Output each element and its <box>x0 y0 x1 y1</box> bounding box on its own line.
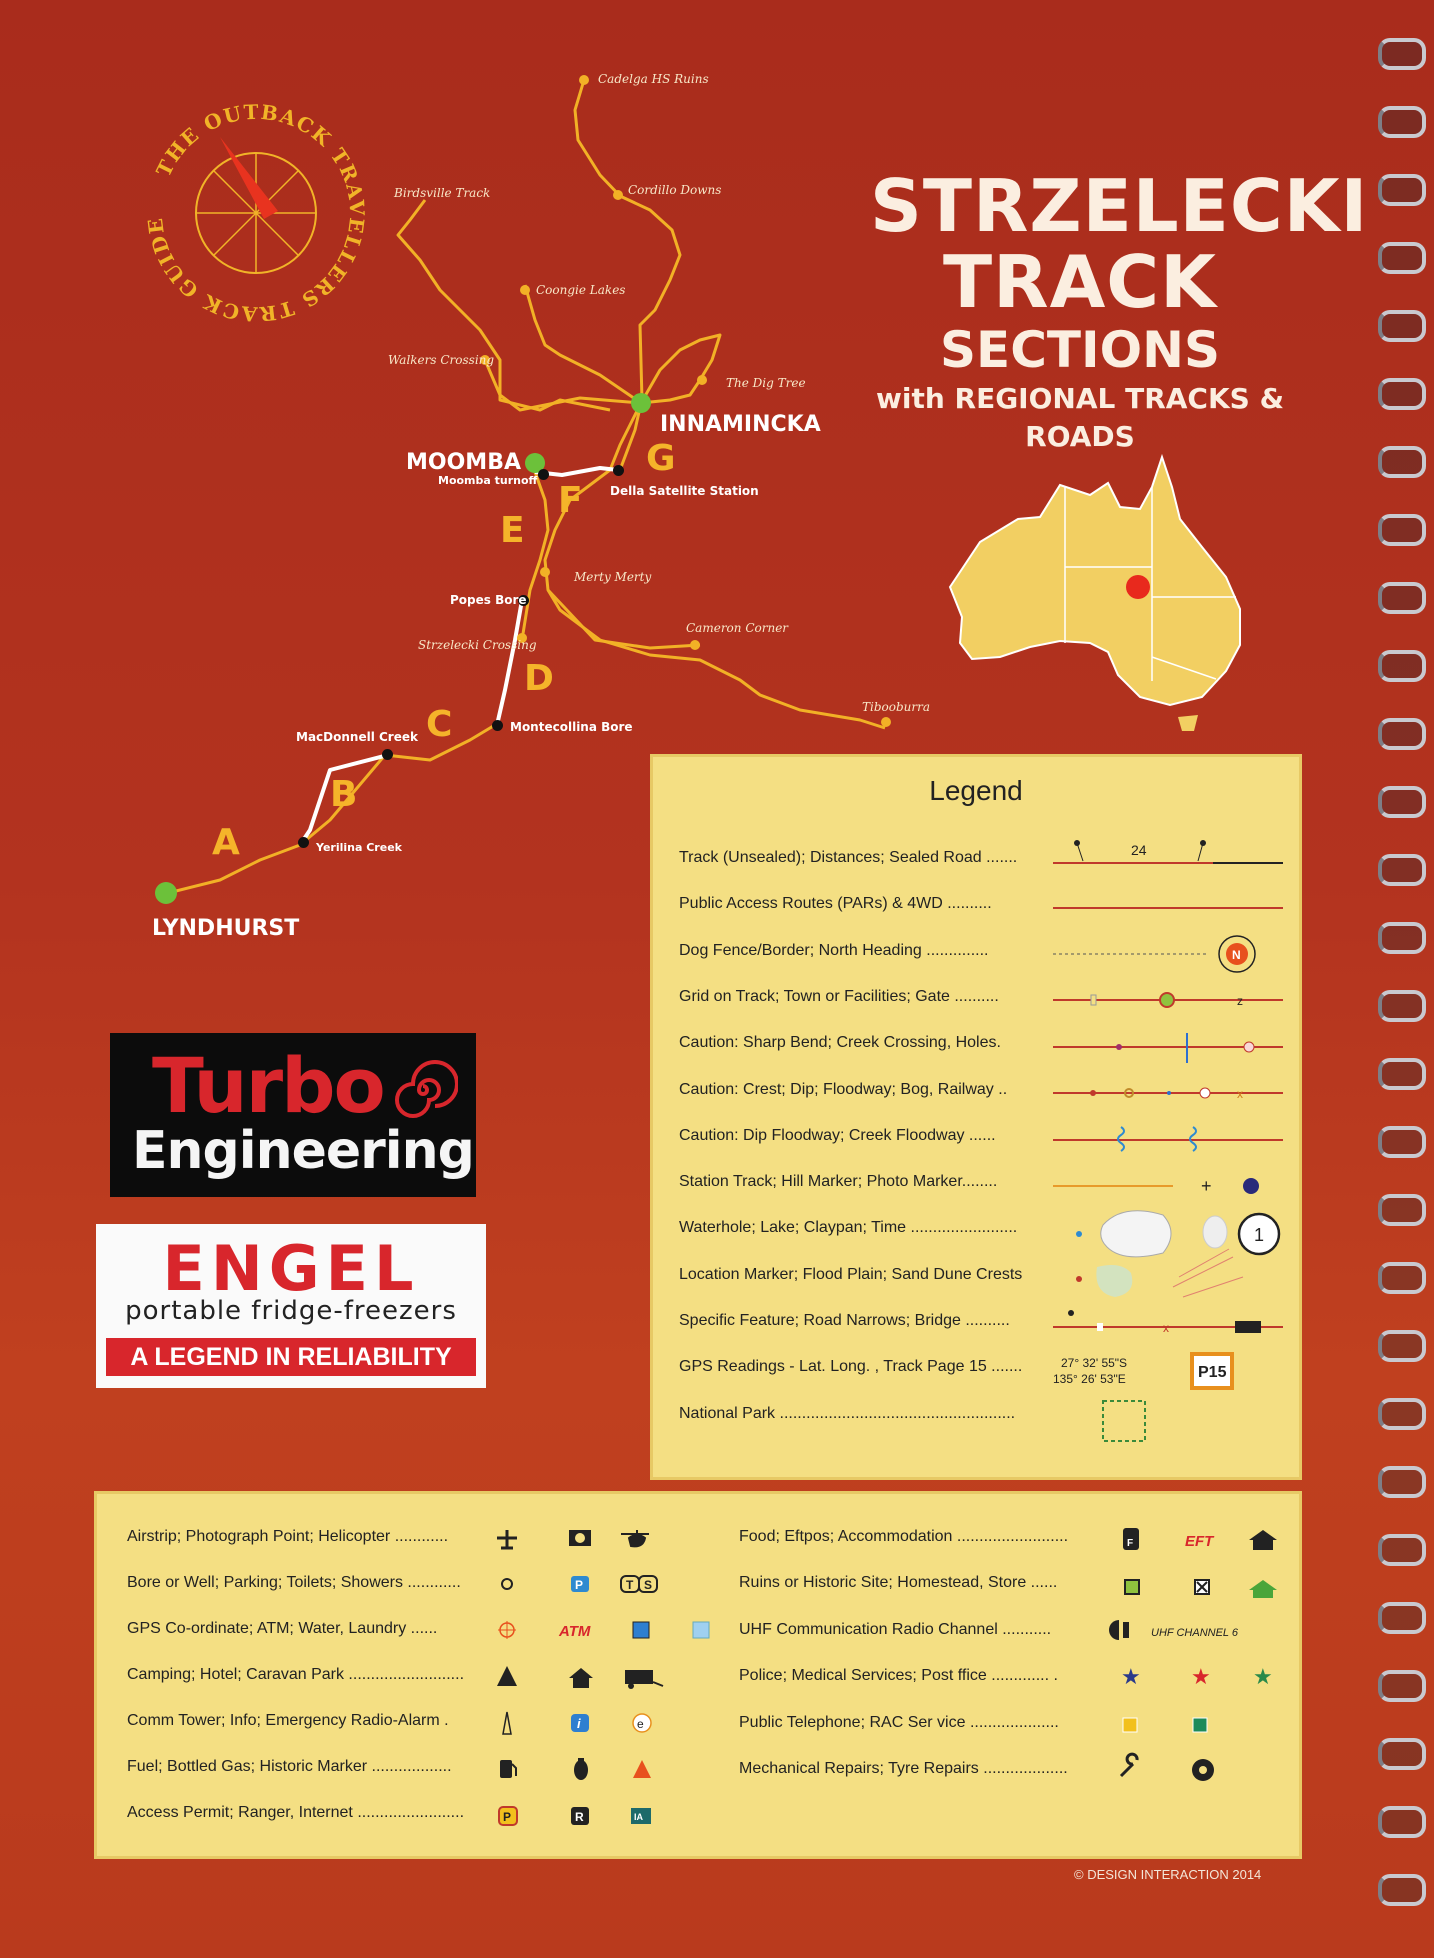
engineering-word: Engineering <box>132 1121 474 1181</box>
spiral-ring <box>1378 1398 1426 1430</box>
legend-clock-sample: 1 <box>1254 1225 1265 1245</box>
town-moomba: MOOMBA <box>406 450 521 475</box>
legend-row-label: Caution: Sharp Bend; Creek Crossing, Holes. <box>679 1034 1001 1052</box>
permit-icon-letter: P <box>503 1810 512 1824</box>
spot-montecollina: Montecollina Bore <box>510 720 633 734</box>
logo-text: THE OUTBACK TRAVELLERS TRACK GUIDE <box>142 99 370 327</box>
svg-text:x: x <box>1163 1321 1169 1335</box>
svg-text:★: ★ <box>1191 1664 1211 1689</box>
spiral-ring <box>1378 582 1426 614</box>
town-lyndhurst: LYNDHURST <box>152 916 300 941</box>
spot-dot-macdonnell <box>382 749 393 760</box>
legend-gps-long: 135° 26' 53"E <box>1053 1372 1126 1386</box>
section-f: F <box>558 480 583 521</box>
title-line-4: with REGIONAL TRACKS & ROADS <box>875 382 1285 453</box>
legend-row-label: Grid on Track; Town or Facilities; Gate .......... <box>679 987 999 1005</box>
place-merty: Merty Merty <box>574 570 652 584</box>
legend-row-label: Specific Feature; Road Narrows; Bridge .......... <box>679 1312 1010 1329</box>
internet-icon-letter: IA <box>634 1812 643 1822</box>
toilets-icon-letter: T <box>626 1578 634 1592</box>
title-line-2: TRACK <box>943 240 1217 324</box>
engel-brand: ENGEL <box>162 1232 420 1305</box>
turbo-swirl-icon <box>388 1055 458 1125</box>
facilities-panel <box>94 1491 1302 1859</box>
track-innamincka-south <box>545 403 885 728</box>
info-icon-letter: i <box>577 1716 581 1731</box>
svg-text:x: x <box>1237 1087 1243 1101</box>
legend-row-label: Location Marker; Flood Plain; Sand Dune Crests <box>679 1265 1023 1283</box>
place-strzelecki: Strzelecki Crossing <box>418 638 537 652</box>
facility-row-left: Airstrip; Photograph Point; Helicopter ............ <box>127 1528 449 1545</box>
facility-row-left: Access Permit; Ranger, Internet ........................ <box>127 1804 465 1821</box>
turbo-word: Turbo <box>152 1041 384 1130</box>
legend-heading: Legend <box>929 775 1023 806</box>
legend-row-label: Track (Unsealed); Distances; Sealed Road ....... <box>679 849 1018 866</box>
town-innamincka: INNAMINCKA <box>660 412 821 437</box>
svg-text:+: + <box>1201 1176 1212 1196</box>
spiral-ring <box>1378 1874 1426 1906</box>
place-dot-coongie <box>520 285 530 295</box>
spiral-ring <box>1378 1466 1426 1498</box>
place-walkers: Walkers Crossing <box>388 353 495 367</box>
spiral-ring <box>1378 106 1426 138</box>
title-line-1: STRZELECKI <box>870 164 1369 248</box>
place-cameron: Cameron Corner <box>686 621 789 635</box>
place-coongie: Coongie Lakes <box>536 283 626 297</box>
track-walkers <box>485 360 641 410</box>
facility-row-left: Bore or Well; Parking; Toilets; Showers ............ <box>127 1574 461 1591</box>
place-dot-cameron <box>690 640 700 650</box>
spiral-ring <box>1378 1126 1426 1158</box>
spot-popes-bore: Popes Bore <box>450 593 527 607</box>
track-section-ef <box>522 472 548 640</box>
spot-moomba-turnoff: Moomba turnoff <box>438 474 538 487</box>
parking-icon-letter: P <box>575 1578 584 1592</box>
engel-tagline: portable fridge-freezers <box>125 1296 457 1326</box>
legend-row-label: National Park ..................................................... <box>679 1404 1016 1422</box>
spiral-ring <box>1378 786 1426 818</box>
facility-row-right: Food; Eftpos; Accommodation ......................... <box>739 1528 1069 1545</box>
section-b: B <box>330 774 358 815</box>
section-a: A <box>212 822 240 863</box>
spiral-ring <box>1378 1058 1426 1090</box>
facility-row-left: Comm Tower; Info; Emergency Radio-Alarm . <box>127 1712 449 1729</box>
place-dot-digtree <box>697 375 707 385</box>
section-c: C <box>426 704 453 745</box>
place-tibooburra: Tibooburra <box>862 700 931 714</box>
spiral-ring <box>1378 1670 1426 1702</box>
track-digtree <box>641 335 720 403</box>
atm-icon-label: ATM <box>559 1623 591 1640</box>
spiral-ring <box>1378 174 1426 206</box>
spiral-ring <box>1378 922 1426 954</box>
track-coongie <box>525 285 641 403</box>
legend-distance-sample: 24 <box>1131 842 1147 858</box>
facility-row-right: UHF Communication Radio Channel ........... <box>739 1620 1052 1638</box>
ranger-icon-letter: R <box>575 1810 584 1824</box>
section-g: G <box>646 438 676 479</box>
spiral-ring <box>1378 1194 1426 1226</box>
legend-row-label: Caution: Crest; Dip; Floodway; Bog, Railway .. <box>679 1080 1008 1098</box>
legend-row-label: Station Track; Hill Marker; Photo Marker........ <box>679 1173 998 1191</box>
legend-row-label: Waterhole; Lake; Claypan; Time ........................ <box>679 1219 1018 1237</box>
food-icon-letter: F <box>1127 1538 1134 1549</box>
facility-row-left: GPS Co-ordinate; ATM; Water, Laundry ...... <box>127 1620 438 1637</box>
town-dot-innamincka <box>631 393 651 413</box>
legend-row-label: GPS Readings - Lat. Long. , Track Page 15 ....... <box>679 1358 1023 1376</box>
spot-macdonnell: MacDonnell Creek <box>296 730 418 744</box>
spiral-ring <box>1378 1806 1426 1838</box>
location-marker <box>1126 575 1150 599</box>
spiral-ring <box>1378 650 1426 682</box>
spot-yerilina: Yerilina Creek <box>316 841 402 854</box>
section-e: E <box>500 510 525 551</box>
spiral-ring <box>1378 1330 1426 1362</box>
place-dot-merty <box>540 567 550 577</box>
showers-icon-letter: S <box>644 1578 653 1592</box>
place-dot-cordillo <box>613 190 623 200</box>
title-line-3: SECTIONS <box>940 321 1220 379</box>
emergency-icon-letter: e <box>637 1717 644 1731</box>
spiral-ring <box>1378 718 1426 750</box>
spot-della: Della Satellite Station <box>610 484 759 498</box>
facility-row-left: Camping; Hotel; Caravan Park .......................... <box>127 1666 465 1683</box>
facility-row-left: Fuel; Bottled Gas; Historic Marker .................. <box>127 1758 452 1775</box>
facility-row-right: Mechanical Repairs; Tyre Repairs ................... <box>739 1760 1068 1777</box>
copyright: © DESIGN INTERACTION 2014 <box>1074 1867 1262 1882</box>
legend-symbols <box>653 757 1305 1483</box>
spot-dot-della <box>613 465 624 476</box>
place-digtree: The Dig Tree <box>726 376 806 390</box>
legend-panel <box>650 754 1302 1480</box>
spiral-ring <box>1378 854 1426 886</box>
spiral-ring <box>1378 514 1426 546</box>
turbo-engineering-ad <box>110 1033 476 1197</box>
place-cordillo: Cordillo Downs <box>628 183 722 197</box>
spiral-ring <box>1378 1602 1426 1634</box>
legend-north-letter: N <box>1232 948 1241 962</box>
place-dot-cadelga <box>579 75 589 85</box>
page-title <box>870 164 1369 456</box>
spot-dot-montecollina <box>492 720 503 731</box>
section-d: D <box>524 658 554 699</box>
place-cadelga: Cadelga HS Ruins <box>598 72 709 86</box>
track-birdsville <box>398 200 610 410</box>
svg-text:z: z <box>1237 994 1243 1008</box>
town-dot-lyndhurst <box>155 882 177 904</box>
spiral-binding <box>1372 0 1434 1958</box>
legend-row-label: Dog Fence/Border; North Heading .............. <box>679 941 989 959</box>
facility-row-right: Public Telephone; RAC Ser vice .................... <box>739 1713 1059 1731</box>
engel-ad <box>96 1224 486 1388</box>
spiral-ring <box>1378 38 1426 70</box>
facility-row-right: Police; Medical Services; Post ffice ............. . <box>739 1667 1058 1685</box>
facility-row-right: Ruins or Historic Site; Homestead, Store ...... <box>739 1574 1058 1592</box>
legend-row-label: Caution: Dip Floodway; Creek Floodway ...... <box>679 1126 996 1144</box>
svg-text:★: ★ <box>1121 1664 1141 1689</box>
spiral-ring <box>1378 242 1426 274</box>
place-birdsville: Birdsville Track <box>394 186 491 200</box>
spiral-ring <box>1378 990 1426 1022</box>
spiral-ring <box>1378 310 1426 342</box>
spot-dot-moomba-turnoff <box>538 469 549 480</box>
spiral-ring <box>1378 1262 1426 1294</box>
legend-page-sample: P15 <box>1198 1364 1227 1381</box>
facility-icons <box>97 1494 1305 1862</box>
spiral-ring <box>1378 1534 1426 1566</box>
uhf-icon-label: UHF CHANNEL 6 <box>1151 1627 1239 1639</box>
legend-row-label: Public Access Routes (PARs) & 4WD .......... <box>679 895 992 913</box>
engel-slogan: A LEGEND IN RELIABILITY <box>106 1338 476 1376</box>
sealed-road-popes <box>497 600 522 725</box>
spiral-ring <box>1378 378 1426 410</box>
place-dot-tibooburra <box>881 717 891 727</box>
spiral-ring <box>1378 1738 1426 1770</box>
eftpos-icon-label: EFT <box>1185 1533 1214 1550</box>
spiral-ring <box>1378 446 1426 478</box>
track-cadelga <box>575 80 680 400</box>
australia-inset-map <box>940 447 1250 737</box>
spot-dot-yerilina <box>298 837 309 848</box>
legend-gps-lat: 27° 32' 55"S <box>1061 1356 1128 1370</box>
svg-text:★: ★ <box>1253 1664 1273 1689</box>
